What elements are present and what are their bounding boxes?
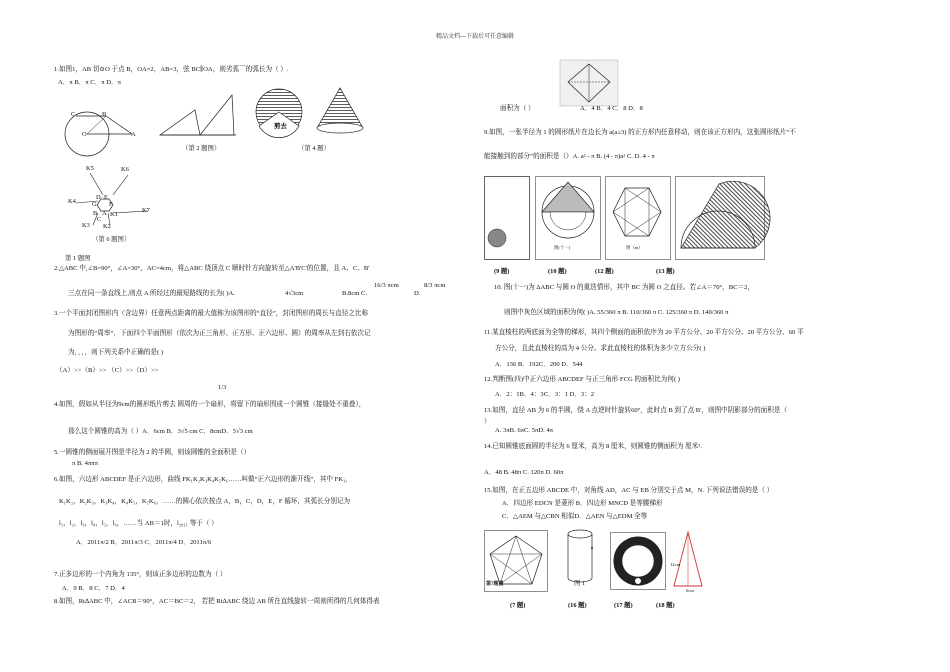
caption-q7: (7 题) (510, 602, 526, 609)
q3-text-3: 为，，，，则下列关系中正确的是( ) (68, 349, 164, 356)
q1-text: 1.如图1，AB 切⊙O 于点 B，OA=2，AB=3，弦 BC∥OA，则劣弧⌒的弧长为（ ）. (54, 66, 289, 73)
q8-options: A．4 B．4 C．8 D．8 (580, 105, 643, 112)
fig18-height: 12cm (670, 562, 681, 567)
fig1-label-c: C (71, 111, 76, 118)
fig6-k7: K7 (142, 207, 150, 214)
fig16-caption: 图 1 (574, 580, 586, 587)
fig6-k6: K6 (121, 166, 129, 173)
q2-text: 2.△ABC 中,∠B=90°，∠A=30°，AC=4cm，将△ABC 绕顶点 C 顺时针方向旋转至△A'B'C'的位置，且 A、C、B' (54, 265, 370, 272)
q2-text-2: 三点在同一条直线上,则点 A 所经过的最短路线的长为( )A. (68, 290, 235, 297)
q3-text: 3.一个平面封闭图形内（含边界）任意两点距离的最大值称为该图形的“直径”，封闭图形的周长与直径之比称 (54, 310, 369, 317)
fig1-caption: 第 1 题图 (65, 255, 91, 262)
fig1-label-b: B (102, 111, 107, 118)
fig6-k1: K1 (110, 211, 118, 218)
fig6-k4: K4 (68, 198, 76, 205)
page-header: 精品文档---下载后可任意编辑 (436, 34, 514, 40)
q15-option-cd: C．△AEM 与△CBN 相似D．△AEN 与△EDM 全等 (502, 513, 648, 520)
fig6-f: F (109, 201, 113, 208)
fig8-double-cone (560, 60, 618, 106)
q4-text: 4.如图，假如从半径为9cm的圆形纸片剪去 圆周的一个扇形，将留下的扇形围成一个圆锥（接缝处不重叠）， (54, 401, 366, 408)
q13-text-2: ） (484, 418, 491, 425)
fig6-caption: （第 6 题图） (92, 236, 131, 243)
q2-option-c: 16/3 πcm (374, 282, 399, 289)
fig18-cone-triangle (668, 528, 708, 590)
caption-q12: (12 题) (595, 268, 614, 275)
q3-options: （A）>>（B）>> （C）>>（D）>> (56, 367, 159, 374)
q10-text: 10. 图(十一)为 ΔABC 与圆 O 的重迭情形，其中 BC 为圆 O 之直径。若∠A＝70°，BC＝2， (494, 284, 755, 291)
q4-options: 那么这个圆锥的高为（ ）A．6cm B．3√5 cm C．8cmD．5√3 cm (68, 428, 253, 435)
fig6-k5: K5 (86, 165, 94, 172)
q4-fraction: 1/3 (218, 384, 227, 391)
fig4-caption: （第 4 题） (298, 145, 330, 152)
fig12-caption: 图（m） (626, 245, 643, 250)
q2-option-a: 4√3cm (285, 290, 304, 297)
q15-option-ab: A．四边形 EDCN 是菱形 B．四边形 MNCD 是等腰梯形 (502, 500, 663, 507)
caption-q18: (18 题) (656, 602, 675, 609)
q6-options: A．2011π/2 B．2011π/3 C．2011π/4 D．2011π/6 (76, 539, 212, 546)
fig18-base: 6cm (686, 588, 694, 593)
fig6-d: D (96, 194, 101, 201)
q9-text: 9.如图，一张半径为 1 的圆形纸片在边长为 a(a≥3) 的正方形内任意移动，则在该正方形内，这张圆形纸片“不 (484, 129, 796, 136)
caption-q10: (10 题) (548, 268, 567, 275)
q6-text-3: l₁，l₂，l₃，l₄，l₅，l₆，……当 AB＝1时，l₂₀₁₁ 等于（ ） (59, 520, 218, 527)
fig6-c: C (97, 216, 102, 223)
q5-text: 5.一圆锥的侧面展开图是半径为 2 的半圆，则该圆锥的全面积是（） (54, 449, 251, 456)
q14-text: 14.已知圆锥底面圆的半径为 6 厘米，高为 8 厘米，则圆锥的侧面积为 厘米². (484, 443, 702, 450)
fig6-k3: K3 (82, 222, 90, 229)
q12-options: A．2：1B．4：3C．3：1 D．3：2 (495, 391, 595, 398)
fig6-g: G (92, 201, 97, 208)
fig4-cut-label: 剪去 (274, 123, 287, 130)
q3-text-2: 为图形的“周率”，下面四个平面图形（依次为正三角形、正方形、正六边形、圆）的周率从左到右依次记 (68, 330, 371, 337)
fig6-e: E (104, 194, 108, 201)
fig7-caption: 第7题图 (486, 582, 504, 587)
fig16-cylinder (566, 528, 606, 588)
q13-text: 13.如图，直径 AB 为 6 的半圆，绕 A 点逆时针旋转60°，此时点 B 到了点 B'，则图中阴影部分的面积是（ (484, 407, 788, 414)
fig2-triangles (160, 95, 240, 140)
fig6-k2: K2 (103, 223, 111, 230)
q7-options: A．9 B．8 C．7 D．4 (62, 585, 125, 592)
q6-text-2: K₁K₂，K₂K₃，K₃K₄，K₄K₅，K₅K₆，……的圆心依次按点 A，B，C，D，E，F 循环，其弧长分别记为 (59, 498, 351, 505)
q2-option-d-label: D. (414, 290, 421, 297)
caption-q13: (13 题) (656, 268, 675, 275)
fig9-square-circle (484, 176, 530, 260)
fig17-ring (610, 532, 666, 590)
fig1-label-o: O (82, 131, 87, 138)
q11-text-2: 方公分，且此直棱柱的高为 4 公分。求此直棱柱的体积为多少立方公分( ) (495, 345, 706, 352)
fig1-label-a: A (131, 131, 136, 138)
fig13-rotated-semicircle (675, 176, 765, 260)
q5-options: π B. 4πππ (72, 460, 98, 467)
caption-q9: (9 题) (494, 268, 510, 275)
fig2-caption: （第 2 题图） (182, 145, 221, 152)
q10-options: 则图中灰色区域的面积为何( )A. 55/360 π B. 110/360 π C. 125/360 π D. 140/360 π (504, 309, 729, 316)
q7-text: 7.正多边形的一个内角为 135°，则该正多边形的边数为（ ） (54, 571, 227, 578)
q13-options: A. 3πB. 6πC. 5πD. 4π (495, 427, 554, 434)
caption-q17: (17 题) (614, 602, 633, 609)
fig1-circle-tangent (62, 104, 152, 164)
q11-options: A．136 B．192C．200 D．544 (495, 361, 583, 368)
q12-text: 12.判断图(四)中正六边形 ABCDEF 与正三角形 FCG 的面积比为何( ) (484, 376, 680, 383)
q9-text-2: 能接触到的部分”的面积是（）A. a² - π B. (4 - π)a² C. D. 4 - π (484, 153, 655, 160)
q6-text: 6.如图，六边形 ABCDEF 是正六边形，曲线 FK₁K₂K₃K₄K₅K₆……叫做“正六边形的渐开线”，其中 FK₁, (54, 476, 348, 483)
fig10-caption: 图(十一) (554, 245, 571, 250)
q2-option-d: 8/3 πcm (424, 282, 446, 289)
q2-option-b: B.8cm C. (342, 290, 368, 297)
q8-text: 8.如图，Rt∆ABC 中，∠ACB＝90°，AC＝BC＝2， 若把 Rt∆ABC 绕边 AB 所在直线旋转一周则所得的几何体得表 (54, 598, 380, 605)
q8-text-2: 面积为（ ） (500, 105, 535, 112)
fig4-circle-cone (255, 88, 365, 138)
q1-options: A．π B．π C．π D．π (58, 79, 121, 86)
q14-options: A．48 B. 48π C. 120π D. 60π (484, 469, 564, 476)
fig6-b: B (93, 210, 98, 217)
q15-text: 15.如图，在正五边形 ABCDE 中，对角线 AD，AC 与 EB 分别交于点 M，N. 下列说法错误的是（ ） (484, 487, 774, 494)
q11-text: 11.某直棱柱的两底面为全等的梯形，其四个侧面的面积依序为 20 平方公分、20 平方公分、20 平方公分、60 平 (484, 329, 804, 336)
fig6-a: A (102, 210, 107, 217)
caption-q16: (16 题) (568, 602, 587, 609)
